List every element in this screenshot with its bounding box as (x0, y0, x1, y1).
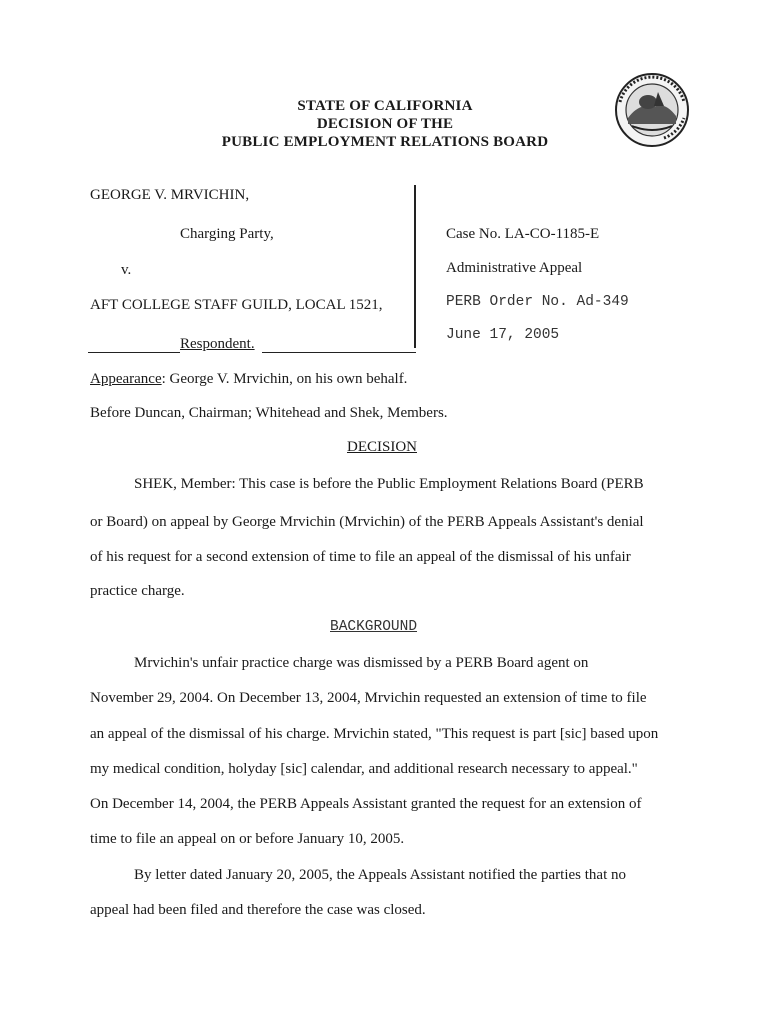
before-line: Before Duncan, Chairman; Whitehead and Shek, Members. (90, 405, 448, 421)
header-board-name: PUBLIC EMPLOYMENT RELATIONS BOARD (221, 134, 549, 150)
charging-party-name: GEORGE V. MRVICHIN, (90, 187, 250, 203)
appearance-label: Appearance (90, 371, 162, 387)
decision-line-2: or Board) on appeal by George Mrvichin (Mrvichin) of the PERB Appeals Assistant's denial (90, 514, 644, 530)
caption-underline-left (88, 352, 180, 353)
background-p2-line-2: appeal had been filed and therefore the case was closed. (90, 902, 426, 918)
decision-line-1: SHEK, Member: This case is before the Public Employment Relations Board (PERB (134, 476, 644, 492)
case-number: Case No. LA-CO-1185-E (446, 226, 600, 242)
respondent-role: Respondent. (180, 336, 255, 352)
background-p2-line-1: By letter dated January 20, 2005, the Appeals Assistant notified the parties that no (134, 867, 626, 883)
header-decision-of: DECISION OF THE (316, 116, 454, 132)
background-p1-line-4: my medical condition, holyday [sic] calendar, and additional research necessary to appeal." (90, 761, 638, 777)
decision-line-3: of his request for a second extension of time to file an appeal of the dismissal of his unfair (90, 549, 631, 565)
background-p1-line-6: time to file an appeal on or before January 10, 2005. (90, 831, 405, 847)
order-number: PERB Order No. Ad-349 (446, 294, 629, 310)
header-state: STATE OF CALIFORNIA (297, 98, 473, 114)
background-heading: BACKGROUND (330, 619, 418, 635)
caption-divider (414, 185, 416, 348)
versus-label: v. (121, 262, 132, 278)
respondent-name: AFT COLLEGE STAFF GUILD, LOCAL 1521, (90, 297, 383, 313)
background-p1-line-3: an appeal of the dismissal of his charge. Mrvichin stated, "This request is part [sic] based upon (90, 726, 659, 742)
appearance-line (90, 371, 407, 388)
caption-underline-right (262, 352, 416, 353)
decision-date: June 17, 2005 (446, 327, 560, 343)
state-seal-icon (614, 72, 690, 148)
background-p1-line-1: Mrvichin's unfair practice charge was dismissed by a PERB Board agent on (134, 655, 589, 671)
background-p1-line-5: On December 14, 2004, the PERB Appeals Assistant granted the request for an extension of (90, 796, 642, 812)
decision-line-4: practice charge. (90, 583, 185, 599)
appeal-type: Administrative Appeal (446, 260, 583, 276)
decision-heading: DECISION (347, 439, 417, 455)
appearance-text: : George V. Mrvichin, on his own behalf. (161, 371, 408, 387)
charging-party-role: Charging Party, (180, 226, 274, 242)
background-p1-line-2: November 29, 2004. On December 13, 2004, Mrvichin requested an extension of time to file (90, 690, 647, 706)
